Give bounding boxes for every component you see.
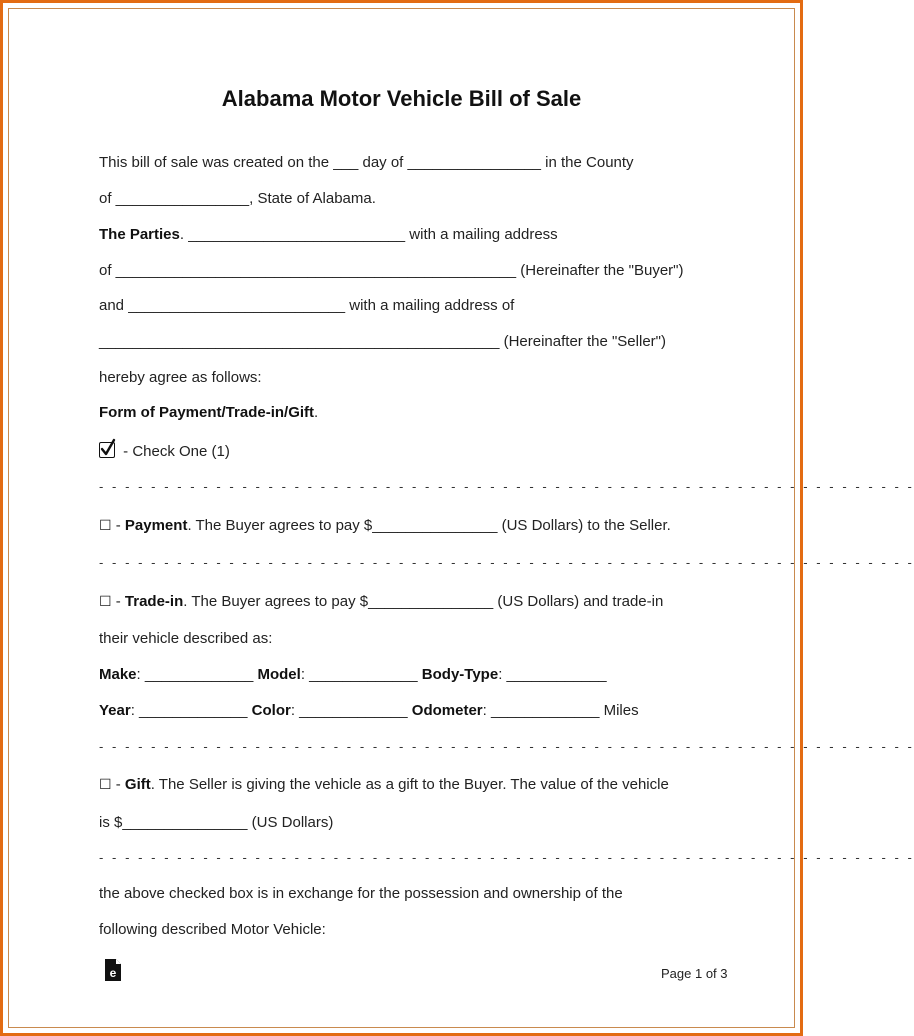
trade-in-text: . The Buyer agrees to pay $_______________ (US Dollars) and trade-in xyxy=(183,593,664,610)
model-label: Model xyxy=(257,666,301,683)
payment-label: Payment xyxy=(124,517,188,534)
page-number: Page 1 of 3 xyxy=(661,966,728,981)
check-one-line xyxy=(99,442,230,461)
payment-checkbox[interactable]: ☐ xyxy=(99,517,112,533)
divider: - - - - - - - - - - - - - - - - - - - - - - - - - - - - - - - - - - - - - - - - - - - - - - - - - - - - - - - - - - - - - - - xyxy=(99,850,914,865)
model-field: : _____________ xyxy=(300,666,422,683)
trade-in-prefix: - xyxy=(111,593,125,610)
payment-option xyxy=(99,516,671,535)
payment-text: . The Buyer agrees to pay $_______________ (US Dollars) to the Seller. xyxy=(187,517,671,534)
closing-line-2: following described Motor Vehicle: xyxy=(99,921,326,938)
parties-label: The Parties xyxy=(99,226,180,243)
divider: - - - - - - - - - - - - - - - - - - - - - - - - - - - - - - - - - - - - - - - - - - - - - - - - - - - - - - - - - - - - - - - xyxy=(99,555,914,570)
make-label: Make xyxy=(99,666,137,683)
buyer-address-line: of ________________________________________________ (Hereinafter the "Buyer") xyxy=(99,262,684,279)
year-field: : _____________ xyxy=(130,702,252,719)
agreement-line: hereby agree as follows: xyxy=(99,369,262,386)
make-field: : _____________ xyxy=(136,666,258,683)
county-line: of ________________, State of Alabama. xyxy=(99,190,376,207)
gift-option xyxy=(99,775,669,794)
color-label: Color xyxy=(251,702,291,719)
divider: - - - - - - - - - - - - - - - - - - - - - - - - - - - - - - - - - - - - - - - - - - - - - - - - - - - - - - - - - - - - - - - xyxy=(99,739,914,754)
form-of-payment-label: Form of Payment/Trade-in/Gift xyxy=(99,404,315,421)
body-type-field: : ____________ xyxy=(498,666,607,683)
trade-in-option xyxy=(99,592,663,611)
gift-line2: is $_______________ (US Dollars) xyxy=(99,814,334,831)
gift-label: Gift xyxy=(124,776,151,793)
form-of-payment-suffix: . xyxy=(314,404,319,421)
checked-checkbox-icon xyxy=(99,442,115,458)
closing-line-1: the above checked box is in exchange for the possession and ownership of the xyxy=(99,885,623,902)
check-one-text: - Check One (1) xyxy=(119,443,230,460)
trade-in-checkbox[interactable]: ☐ xyxy=(99,593,112,609)
parties-text: . __________________________ with a mailing address xyxy=(179,226,558,243)
eforms-logo-icon xyxy=(104,958,122,987)
gift-prefix: - xyxy=(111,776,125,793)
divider: - - - - - - - - - - - - - - - - - - - - - - - - - - - - - - - - - - - - - - - - - - - - - - - - - - - - - - - - - - - - - - - xyxy=(99,479,914,494)
creation-date-line: This bill of sale was created on the ___ day of ________________ in the County xyxy=(99,154,634,171)
gift-checkbox[interactable]: ☐ xyxy=(99,776,112,792)
vehicle-row-1 xyxy=(99,666,607,684)
trade-in-line2: their vehicle described as: xyxy=(99,630,273,647)
parties-line xyxy=(99,226,558,244)
form-of-payment-heading xyxy=(99,404,318,422)
page-title: Alabama Motor Vehicle Bill of Sale xyxy=(221,86,582,111)
payment-prefix: - xyxy=(111,517,125,534)
trade-in-label: Trade-in xyxy=(124,593,184,610)
odometer-label: Odometer xyxy=(411,702,483,719)
body-type-label: Body-Type xyxy=(421,666,499,683)
svg-text:e: e xyxy=(109,966,117,980)
odometer-field: : _____________ Miles xyxy=(482,702,639,719)
vehicle-row-2 xyxy=(99,702,639,720)
gift-text: . The Seller is giving the vehicle as a gift to the Buyer. The value of the vehicle xyxy=(150,776,669,793)
color-field: : _____________ xyxy=(290,702,412,719)
year-label: Year xyxy=(99,702,131,719)
seller-address-line: ________________________________________________ (Hereinafter the "Seller") xyxy=(99,333,666,350)
seller-name-line: and __________________________ with a mailing address of xyxy=(99,297,515,314)
